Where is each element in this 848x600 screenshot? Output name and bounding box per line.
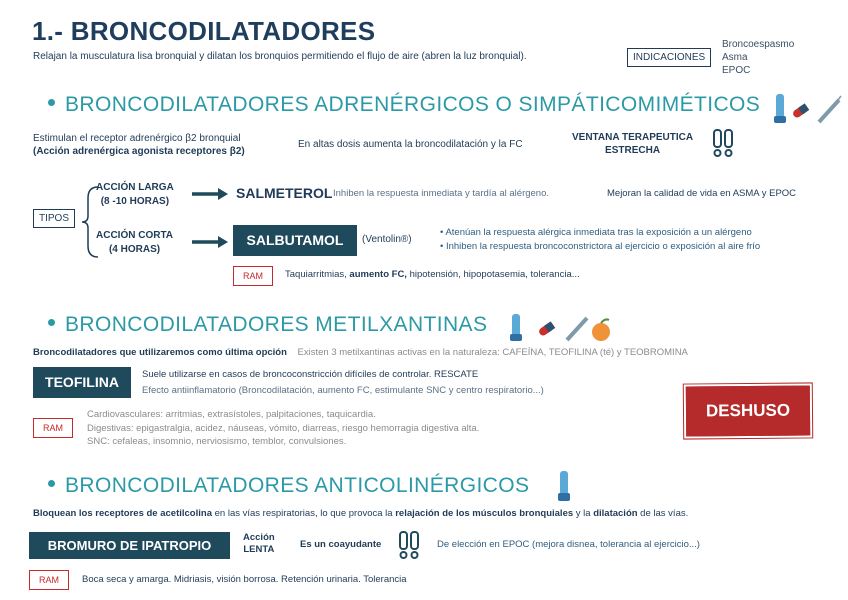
indicacion-item: Broncoespasmo [722, 39, 795, 50]
section-metilxantinas-heading: BRONCODILATADORES METILXANTINAS [48, 313, 487, 337]
salbutamol-bullets [440, 226, 760, 254]
deshuso-stamp: DESHUSO [686, 385, 810, 436]
metilxantinas-lead: Broncodilatadores que utilizaremos como última opción Existen 3 metilxantinas activas en la naturaleza: CAFEÍNA, TEOFILINA (té) y TEOBROMINA [33, 347, 688, 358]
inhaler-pill-syringe-peach-icon [509, 312, 614, 344]
teofilina-box: TEOFILINA [33, 367, 131, 398]
ventana-terapeutica: VENTANA TERAPEUTICA ESTRECHA [572, 132, 694, 156]
adrenergicos-desc: Estimulan el receptor adrenérgico β2 bronquial (Acción adrenérgica agonista receptores β2) [33, 133, 245, 157]
bromuro-box: BROMURO DE IPATROPIO [29, 532, 230, 559]
bullet-dot [48, 99, 55, 106]
list-item: • Atenúan la respuesta alérgica inmediata tras la exposición a un alérgeno [440, 227, 752, 238]
salmeterol-desc: Inhiben la respuesta inmediata y tardía al alérgeno. [333, 188, 549, 199]
warning-exclamation-icon [398, 530, 420, 565]
arrow-right-icon [192, 186, 228, 207]
ram-label: RAM [29, 570, 69, 590]
inhaler-pill-syringe-icon [773, 92, 843, 126]
ram-adrenergicos-text: Taquiarritmias, aumento FC, hipotensión, hipopotasemia, tolerancia... [285, 269, 580, 280]
ram-metilxantinas-list: Cardiovasculares: arritmias, extrasístoles, palpitaciones, taquicardia. Digestivas: epigastralgia, acidez, náuseas, vómito, diarreas, riesgo hemorragia digestiva alta. SNC: cefaleas, insomnio, nerviosismo, temblor, convulsiones. [87, 409, 480, 447]
medication-peach-icons [509, 312, 614, 349]
indicaciones-list [722, 38, 794, 77]
salmeterol-mejora: Mejoran la calidad de vida en ASMA y EPOC [607, 188, 797, 199]
ram-label: RAM [33, 418, 73, 438]
inhaler-icon [555, 470, 575, 509]
indicacion-item: Asma [722, 52, 748, 63]
medication-icons [773, 92, 843, 131]
warning-exclamation-icon [712, 128, 734, 163]
ventolin-label: (Ventolin®) [362, 234, 412, 245]
anticolinergicos-desc: Bloquean los receptores de acetilcolina en las vías respiratorias, lo que provoca la relajación de los músculos bronquiales y la dilatación de las vías. [33, 508, 689, 519]
page-title: 1.- BRONCODILATADORES [32, 16, 376, 46]
coayudante-label: Es un coayudante [300, 539, 382, 550]
teofilina-desc: Suele utilizarse en casos de broncoconstricción difíciles de controlar. RESCATE Efecto antiinflamatorio (Broncodilatación, aumento FC, estimulante SNC y centro respiratorio...) [142, 369, 544, 396]
accion-lenta: Acción LENTA [243, 532, 275, 555]
list-item: • Inhiben la respuesta broncoconstrictora al ejercicio o exposición al aire frío [440, 241, 761, 252]
ram-anticolinergicos-text: Boca seca y amarga. Midriasis, visión borrosa. Retención urinaria. Tolerancia [82, 574, 407, 585]
ram-label: RAM [233, 266, 273, 286]
eleccion-epoc: De elección en EPOC (mejora disnea, tolerancia al ejercicio...) [437, 539, 700, 550]
bullet-dot [48, 319, 55, 326]
adrenergicos-dosis: En altas dosis aumenta la broncodilatación y la FC [298, 139, 523, 150]
salbutamol-box: SALBUTAMOL [233, 225, 357, 256]
salmeterol-label: SALMETEROL [236, 185, 333, 201]
section-adrenergicos-heading: BRONCODILATADORES ADRENÉRGICOS O SIMPÁTICOMIMÉTICOS [48, 93, 760, 117]
accion-corta: ACCIÓN CORTA (4 HORAS) [96, 230, 174, 255]
arrow-right-icon [192, 234, 228, 255]
indicacion-item: EPOC [722, 65, 751, 76]
indicaciones-label: INDICACIONES [627, 48, 711, 67]
accion-larga: ACCIÓN LARGA (8 -10 HORAS) [96, 182, 174, 207]
section-anticolinergicos-heading: BRONCODILATADORES ANTICOLINÉRGICOS [48, 474, 529, 498]
bullet-dot [48, 480, 55, 487]
intro-text: Relajan la musculatura lisa bronquial y dilatan los bronquios permitiendo el flujo de aire (abren la luz bronquial). [33, 51, 527, 62]
tipos-label: TIPOS [33, 209, 75, 228]
